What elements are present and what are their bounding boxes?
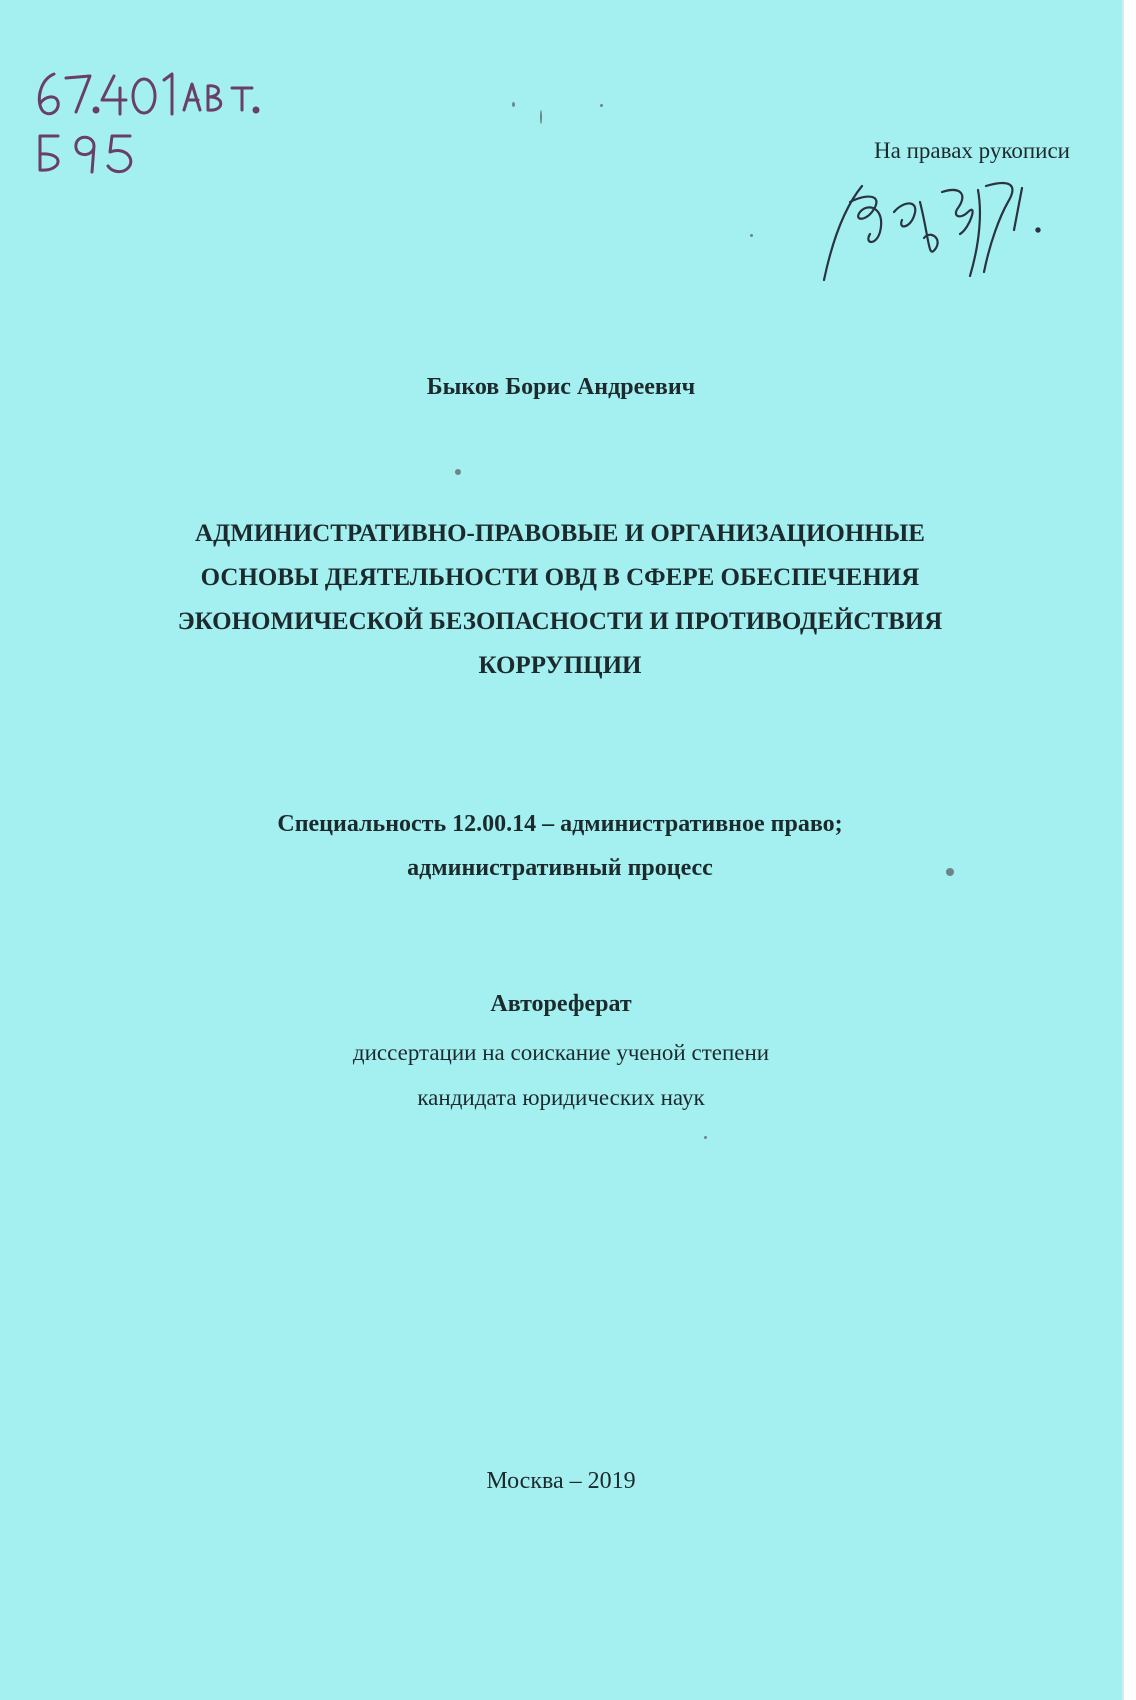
scan-speck [540,110,542,124]
dissertation-title [120,512,1000,688]
place-year: Москва – 2019 [486,1468,636,1494]
scan-speck [750,234,753,237]
title-line: АДМИНИСТРАТИВНО-ПРАВОВЫЕ И ОРГАНИЗАЦИОННЫЕ [195,520,925,547]
abstract-line: диссертации на соискание ученой степени [352,1040,770,1065]
title-line: ОСНОВЫ ДЕЯТЕЛЬНОСТИ ОВД В СФЕРЕ ОБЕСПЕЧЕНИЯ [200,564,920,591]
specialty-line: Специальность 12.00.14 – административное право; [277,811,843,837]
rights-note: На правах рукописи [874,138,1070,163]
scan-speck [946,868,954,876]
scan-speck [704,1136,707,1139]
scan-margin [1124,0,1136,1700]
title-line: КОРРУПЦИИ [478,652,642,679]
scan-speck [512,102,515,107]
author-signature [810,172,1060,292]
scan-speck [455,469,461,475]
specialty [120,802,1000,890]
title-line: ЭКОНОМИЧЕСКОЙ БЕЗОПАСНОСТИ И ПРОТИВОДЕЙСТВИЯ [177,608,943,635]
specialty-line: административный процесс [407,855,713,881]
author-name: Быков Борис Андреевич [426,374,696,400]
scan-speck [600,104,603,107]
handwritten-shelfmark [32,70,292,180]
abstract-line: кандидата юридических наук [417,1085,705,1110]
abstract-heading: Автореферат [490,991,632,1017]
